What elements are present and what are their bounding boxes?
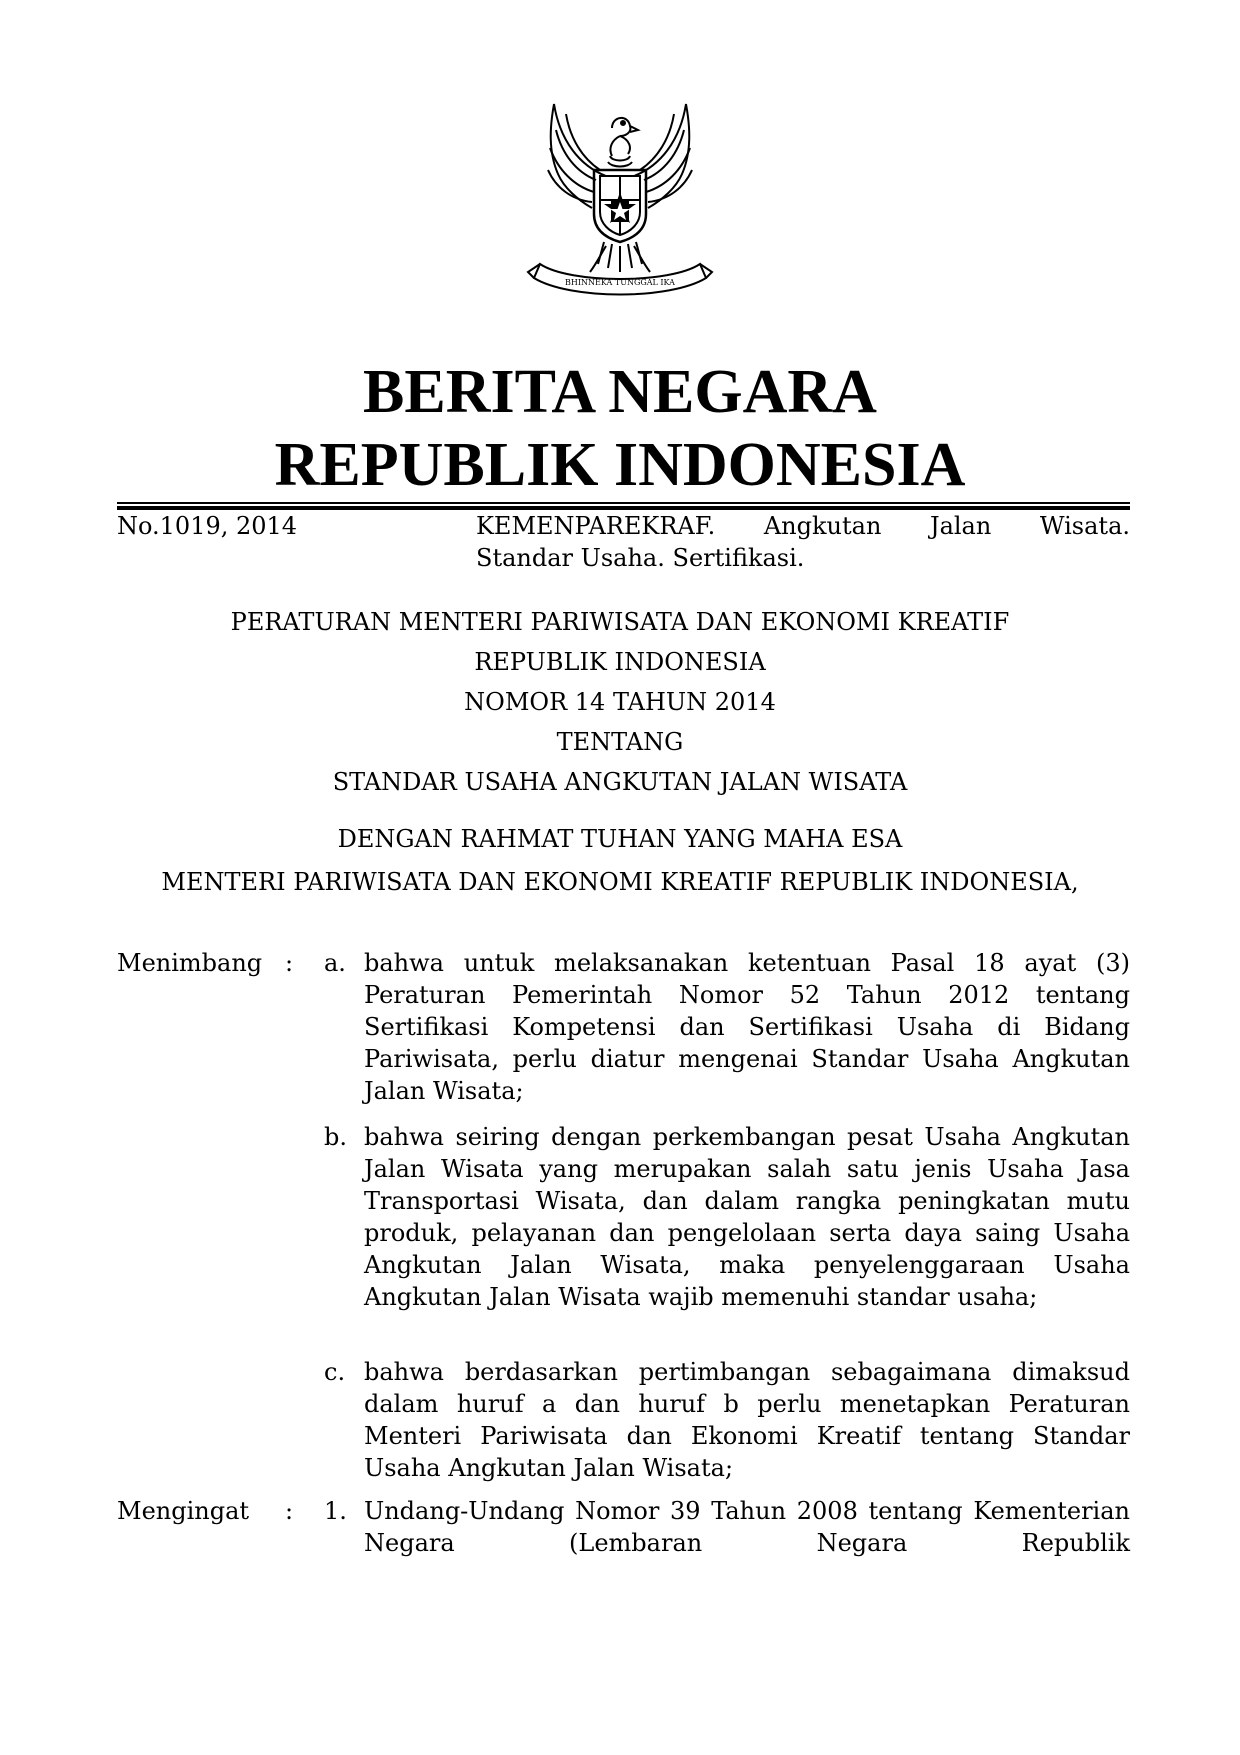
mengingat-item-text: Undang-Undang Nomor 39 Tahun 2008 tentang Kementerian Negara (Lembaran Negara Republik	[364, 1497, 1130, 1557]
menimbang-item-text: bahwa seiring dengan perkembangan pesat Usaha Angkutan Jalan Wisata yang merupakan salah satu jenis Usaha Jasa Transportasi Wisata, dan dalam rangka peningkatan mutu produk, pelayanan dan pengelolaan serta daya saing Usaha Angkutan Jalan Wisata, maka penyelenggaraan Usaha Angkutan Jalan Wisata wajib memenuhi standar usaha;	[364, 1123, 1130, 1311]
emblem-motto: BHINNEKA TUNGGAL IKA	[565, 278, 675, 287]
garuda-pancasila-emblem-icon	[520, 96, 720, 306]
document-subject-line1: KEMENPAREKRAF. Angkutan Jalan Wisata.	[476, 512, 1130, 540]
document-number: No.1019, 2014	[117, 512, 298, 540]
menimbang-label: Menimbang	[117, 949, 263, 977]
menimbang-item-marker: c.	[324, 1358, 346, 1386]
regulation-title-line2: REPUBLIK INDONESIA	[474, 648, 766, 676]
menimbang-item-marker: a.	[324, 949, 346, 977]
document-subject-line2: Standar Usaha. Sertifikasi.	[476, 544, 805, 572]
mengingat-colon: :	[285, 1497, 294, 1525]
menimbang-item-marker: b.	[324, 1123, 347, 1151]
document-title-line1: BERITA NEGARA	[363, 358, 877, 426]
regulation-title-line1: PERATURAN MENTERI PARIWISATA DAN EKONOMI KREATIF	[230, 608, 1010, 636]
regulation-invocation: DENGAN RAHMAT TUHAN YANG MAHA ESA	[337, 825, 903, 853]
regulation-subject: STANDAR USAHA ANGKUTAN JALAN WISATA	[332, 768, 908, 796]
menimbang-colon: :	[285, 949, 294, 977]
regulation-tentang: TENTANG	[556, 728, 684, 756]
menimbang-item-text: bahwa berdasarkan pertimbangan sebagaimana dimaksud dalam huruf a dan huruf b perlu menetapkan Peraturan Menteri Pariwisata dan Ekonomi Kreatif tentang Standar Usaha Angkutan Jalan Wisata;	[364, 1358, 1130, 1482]
mengingat-item-marker: 1.	[324, 1497, 347, 1525]
regulation-minister: MENTERI PARIWISATA DAN EKONOMI KREATIF REPUBLIK INDONESIA,	[161, 868, 1079, 896]
regulation-number: NOMOR 14 TAHUN 2014	[464, 688, 776, 716]
menimbang-item-text: bahwa untuk melaksanakan ketentuan Pasal 18 ayat (3) Peraturan Pemerintah Nomor 52 Tahun 2012 tentang Sertifikasi Kompetensi dan Sertifikasi Usaha di Bidang Pariwisata, perlu diatur mengenai Standar Usaha Angkutan Jalan Wisata;	[364, 949, 1130, 1105]
header-rule-thin	[117, 502, 1130, 504]
document-subject	[476, 510, 1130, 574]
mengingat-label: Mengingat	[117, 1497, 250, 1525]
document-title-line2: REPUBLIK INDONESIA	[274, 431, 966, 499]
